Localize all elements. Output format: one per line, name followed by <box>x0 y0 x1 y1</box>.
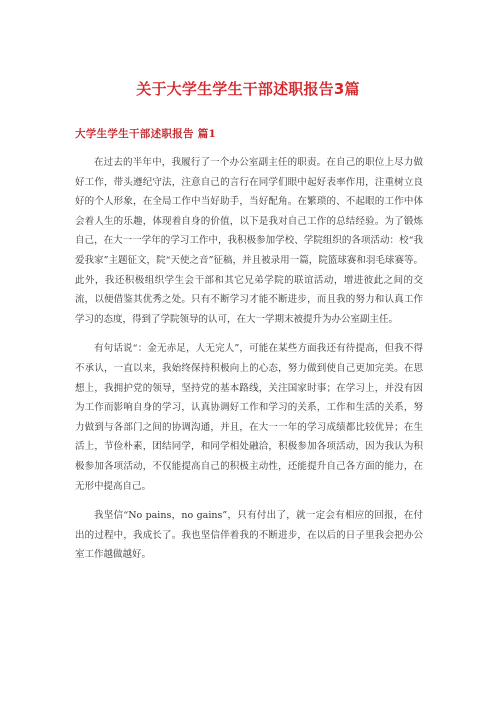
paragraph-1: 在过去的半年中，我履行了一个办公室副主任的职责。在自己的职位上尽力做好工作，带头遵纪守法，注意自己的言行在同学们眼中起好表率作用，注重树立良好的个人形象，在全局工作中当好助手，当好配角。在繁琐的、不起眼的工作中体会着人生的乐趣，体现着自身的价值，以下是我对自己工作的总结经验。为了锻炼自己，在大一一学年的学习工作中，我积极参加学校、学院组织的各项活动：校“我爱我家”主题征文，院“天使之音”征稿，并且被录用一篇，院篮球赛和羽毛球赛等。此外，我还积极组织学生会干部和其它兄弟学院的联谊活动，增进彼此之间的交流，以便借鉴其优秀之处。只有不断学习才能不断进步，而且我的努力和认真工作学习的态度，得到了学院领导的认可，在大一学期末被提升为办公室副主任。 <box>75 157 423 325</box>
paragraph-2: 有句话说“：金无赤足，人无完人”，可能在某些方面我还有待提高，但我不得不承认，一直以来，我始终保持积极向上的心态，努力做到使自己更加完美。在思想上，我拥护党的领导，坚持党的基本路线，关注国家时事；在学习上，并没有因为工作而影响自身的学习，认真协调好工作和学习的关系，工作和生活的关系，努力做到与各部门之间的协调沟通，并且，在大一一年的学习成绩都比较优异；在生活上，节俭朴素，团结同学，和同学相处融洽，积极参加各项活动，因为我认为积极参加各项活动，不仅能提高自己的积极主动性，还能提升自己各方面的能力，在无形中提高自己。 <box>75 343 423 492</box>
paragraph-3: 我坚信“No pains，no gains”，只有付出了，就一定会有相应的回报，在付出的过程中，我成长了。我也坚信伴着我的不断进步，在以后的日子里我会把办公室工作越做越好。 <box>75 510 423 561</box>
section-heading: 大学生学生干部述职报告 篇1 <box>75 128 217 140</box>
document-title: 关于大学生学生干部述职报告3篇 <box>136 80 360 98</box>
document-body <box>75 153 423 575</box>
